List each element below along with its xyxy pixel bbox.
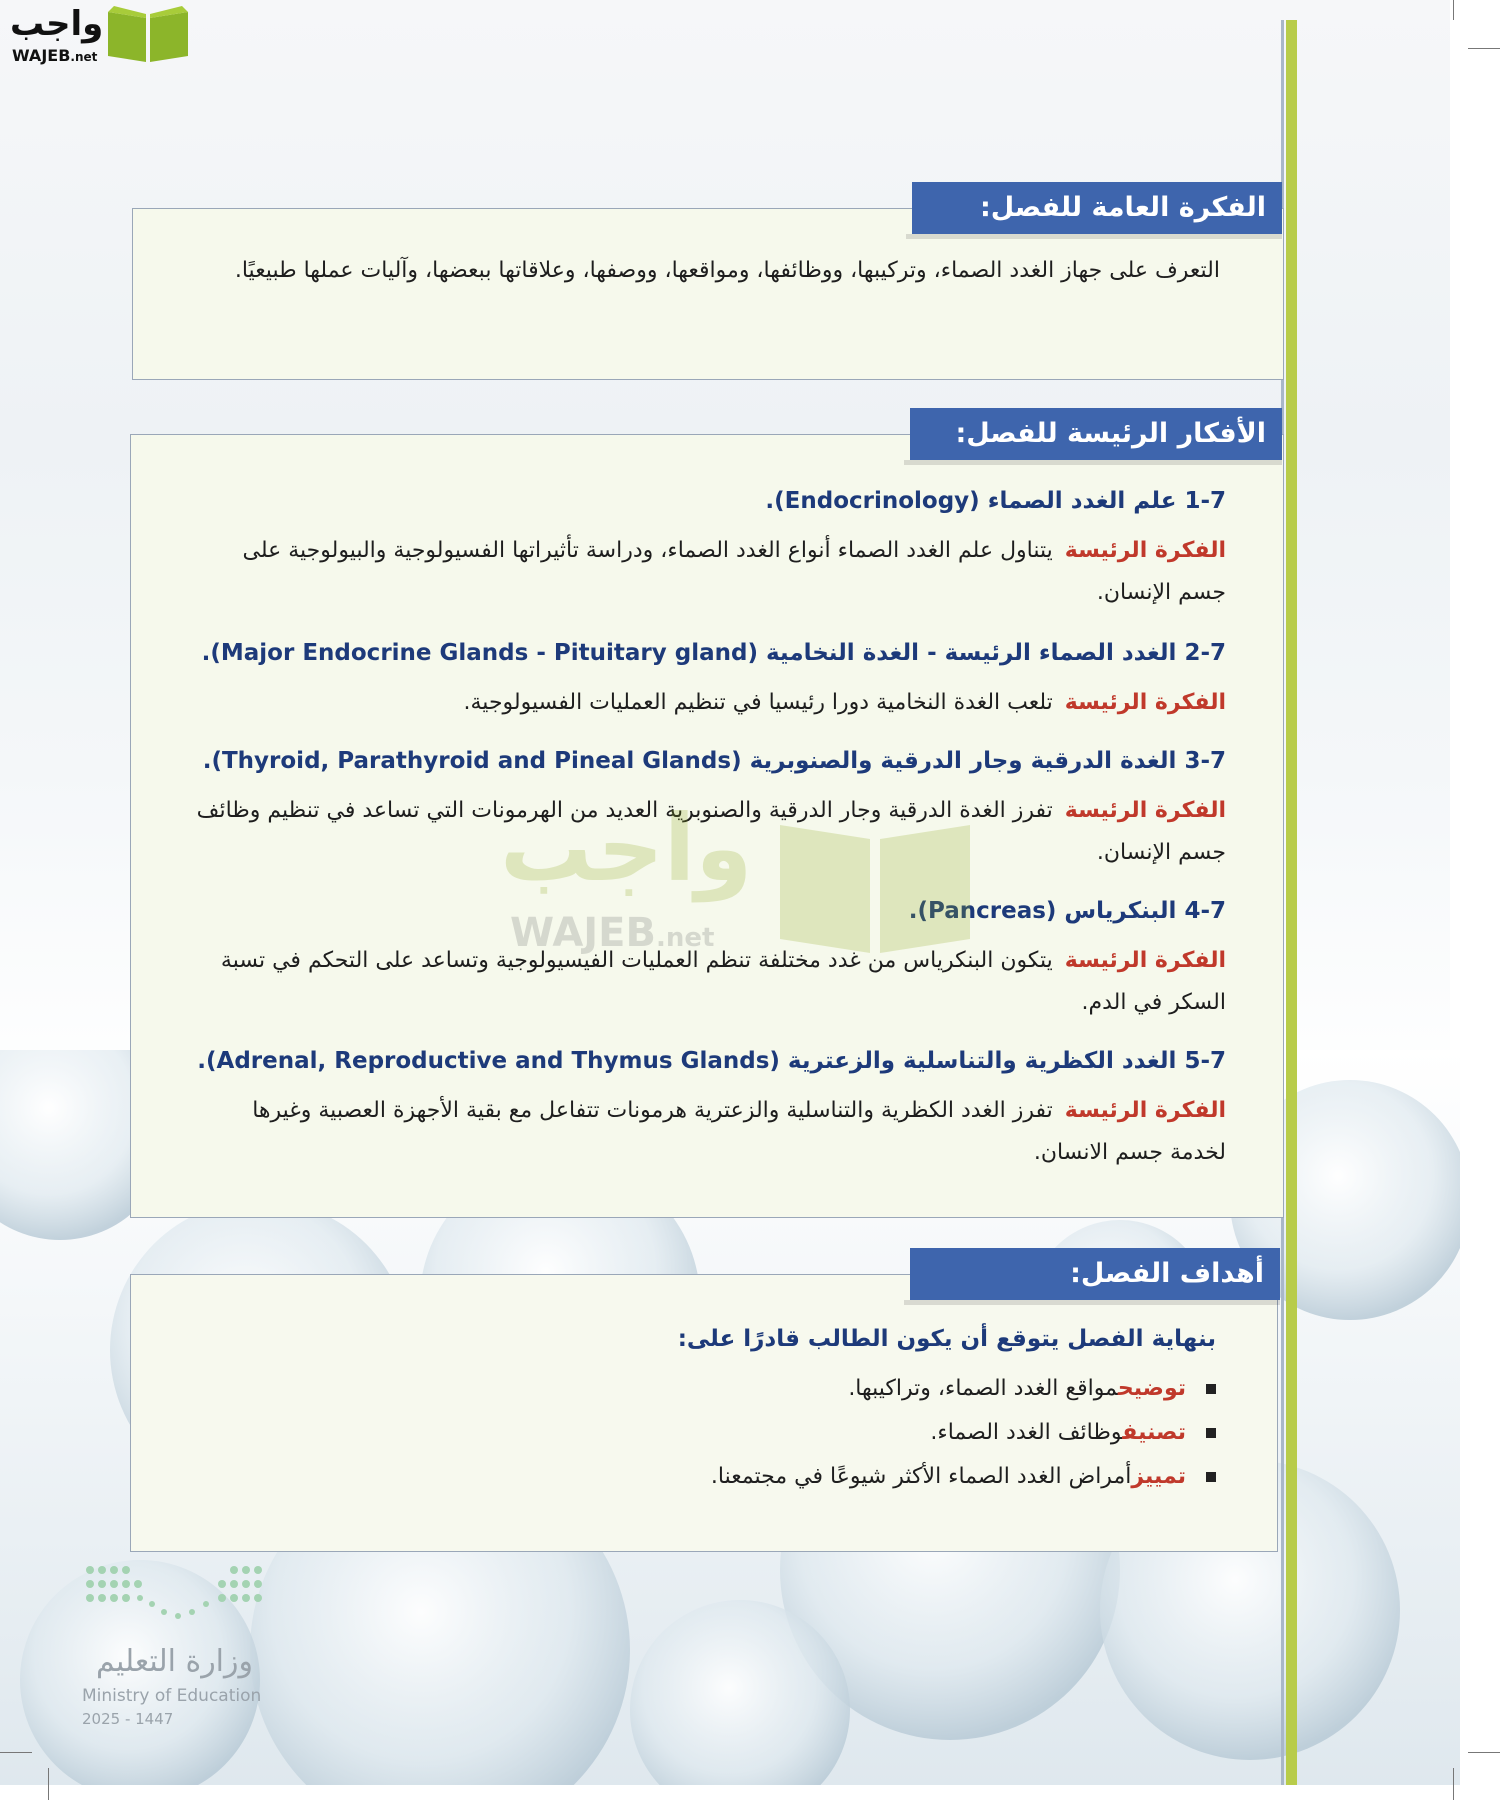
idea-paragraph-2 <box>196 682 1226 724</box>
general-idea-text: التعرف على جهاز الغدد الصماء، وتركيبها، ووظائفها، ومواقعها، ووصفها، وعلاقاتها ببعضها، وآليات عملها طبيعيًا. <box>234 258 1220 283</box>
bullet-square-icon <box>1206 1472 1216 1482</box>
idea-text: تلعب الغدة النخامية دورا رئيسيا في تنظيم العمليات الفسيولوجية. <box>463 690 1053 715</box>
idea-paragraph-5 <box>196 1090 1226 1174</box>
objectives-title: أهداف الفصل: <box>910 1248 1280 1300</box>
ministry-logo <box>82 1560 282 1730</box>
crop-mark <box>1453 0 1454 20</box>
bullet-square-icon <box>1206 1428 1216 1438</box>
idea-label: الفكرة الرئيسة <box>1064 690 1226 715</box>
objective-item: تمييزأمراض الغدد الصماء الأكثر شيوعًا في مجتمعنا. <box>300 1455 1216 1499</box>
idea-text: يتناول علم الغدد الصماء أنواع الغدد الصماء، ودراسة تأثيراتها الفسيولوجية والبيولوجية على جسم الإنسان. <box>242 538 1226 605</box>
idea-label: الفكرة الرئيسة <box>1064 538 1226 563</box>
idea-label: الفكرة الرئيسة <box>1064 948 1226 973</box>
idea-heading-5: 5-7 الغدد الكظرية والتناسلية والزعترية (Adrenal, Reproductive and Thymus Glands). <box>197 1048 1226 1074</box>
watermark-arabic: واجب <box>500 795 753 902</box>
idea-paragraph-3 <box>196 790 1226 874</box>
idea-label: الفكرة الرئيسة <box>1064 798 1226 823</box>
objectives-list <box>300 1367 1216 1499</box>
bullet-square-icon <box>1206 1384 1216 1394</box>
idea-text: تفرز الغدة الدرقية وجار الدرقية والصنوبرية العديد من الهرمونات التي تساعد في تنظيم وظائف جسم الإنسان. <box>196 798 1226 865</box>
idea-heading-1: 1-7 علم الغدد الصماء (Endocrinology). <box>765 488 1226 514</box>
crop-mark <box>0 1752 32 1753</box>
ministry-arabic: وزارة التعليم <box>95 1644 253 1679</box>
idea-paragraph-1 <box>196 530 1226 614</box>
crop-mark <box>48 1768 49 1800</box>
logo-arabic: واجب <box>10 4 104 44</box>
objective-item: توضيحمواقع الغدد الصماء، وتراكيبها. <box>300 1367 1216 1411</box>
general-idea-title: الفكرة العامة للفصل: <box>912 182 1282 234</box>
ministry-year: 2025 - 1447 <box>82 1710 174 1728</box>
idea-heading-3: 3-7 الغدة الدرقية وجار الدرقية والصنوبرية (Thyroid, Parathyroid and Pineal Glands). <box>202 748 1226 774</box>
main-ideas-title: الأفكار الرئيسة للفصل: <box>910 408 1282 460</box>
margin-accent-bar <box>1286 20 1297 1785</box>
crop-mark <box>1468 1752 1500 1753</box>
idea-text: تفرز الغدد الكظرية والتناسلية والزعترية هرمونات تتفاعل مع بقية الأجهزة العصبية وغيرها لخدمة جسم الانسان. <box>252 1098 1226 1165</box>
idea-paragraph-4 <box>196 940 1226 1024</box>
objective-item: تصنيفوظائف الغدد الصماء. <box>300 1411 1216 1455</box>
idea-heading-4: 4-7 البنكرياس (Pancreas). <box>908 898 1226 924</box>
crop-mark <box>1468 48 1500 49</box>
objectives-intro: بنهاية الفصل يتوقع أن يكون الطالب قادرًا على: <box>677 1326 1216 1352</box>
logo-latin: WAJEB.net <box>12 46 98 65</box>
idea-label: الفكرة الرئيسة <box>1064 1098 1226 1123</box>
wajeb-logo <box>10 4 190 68</box>
ministry-dots-icon <box>82 1560 267 1640</box>
idea-text: يتكون البنكرياس من غدد مختلفة تنظم العمليات الفيسيولوجية وتساعد على التحكم في تسبة السكر في الدم. <box>220 948 1226 1015</box>
watermark-latin: WAJEB.net <box>510 910 715 956</box>
book-icon <box>106 4 190 64</box>
idea-heading-2: 2-7 الغدد الصماء الرئيسة - الغدة النخامية (Major Endocrine Glands - Pituitary gland). <box>201 640 1226 666</box>
crop-mark <box>1453 1768 1454 1800</box>
ministry-english: Ministry of Education <box>82 1686 262 1706</box>
